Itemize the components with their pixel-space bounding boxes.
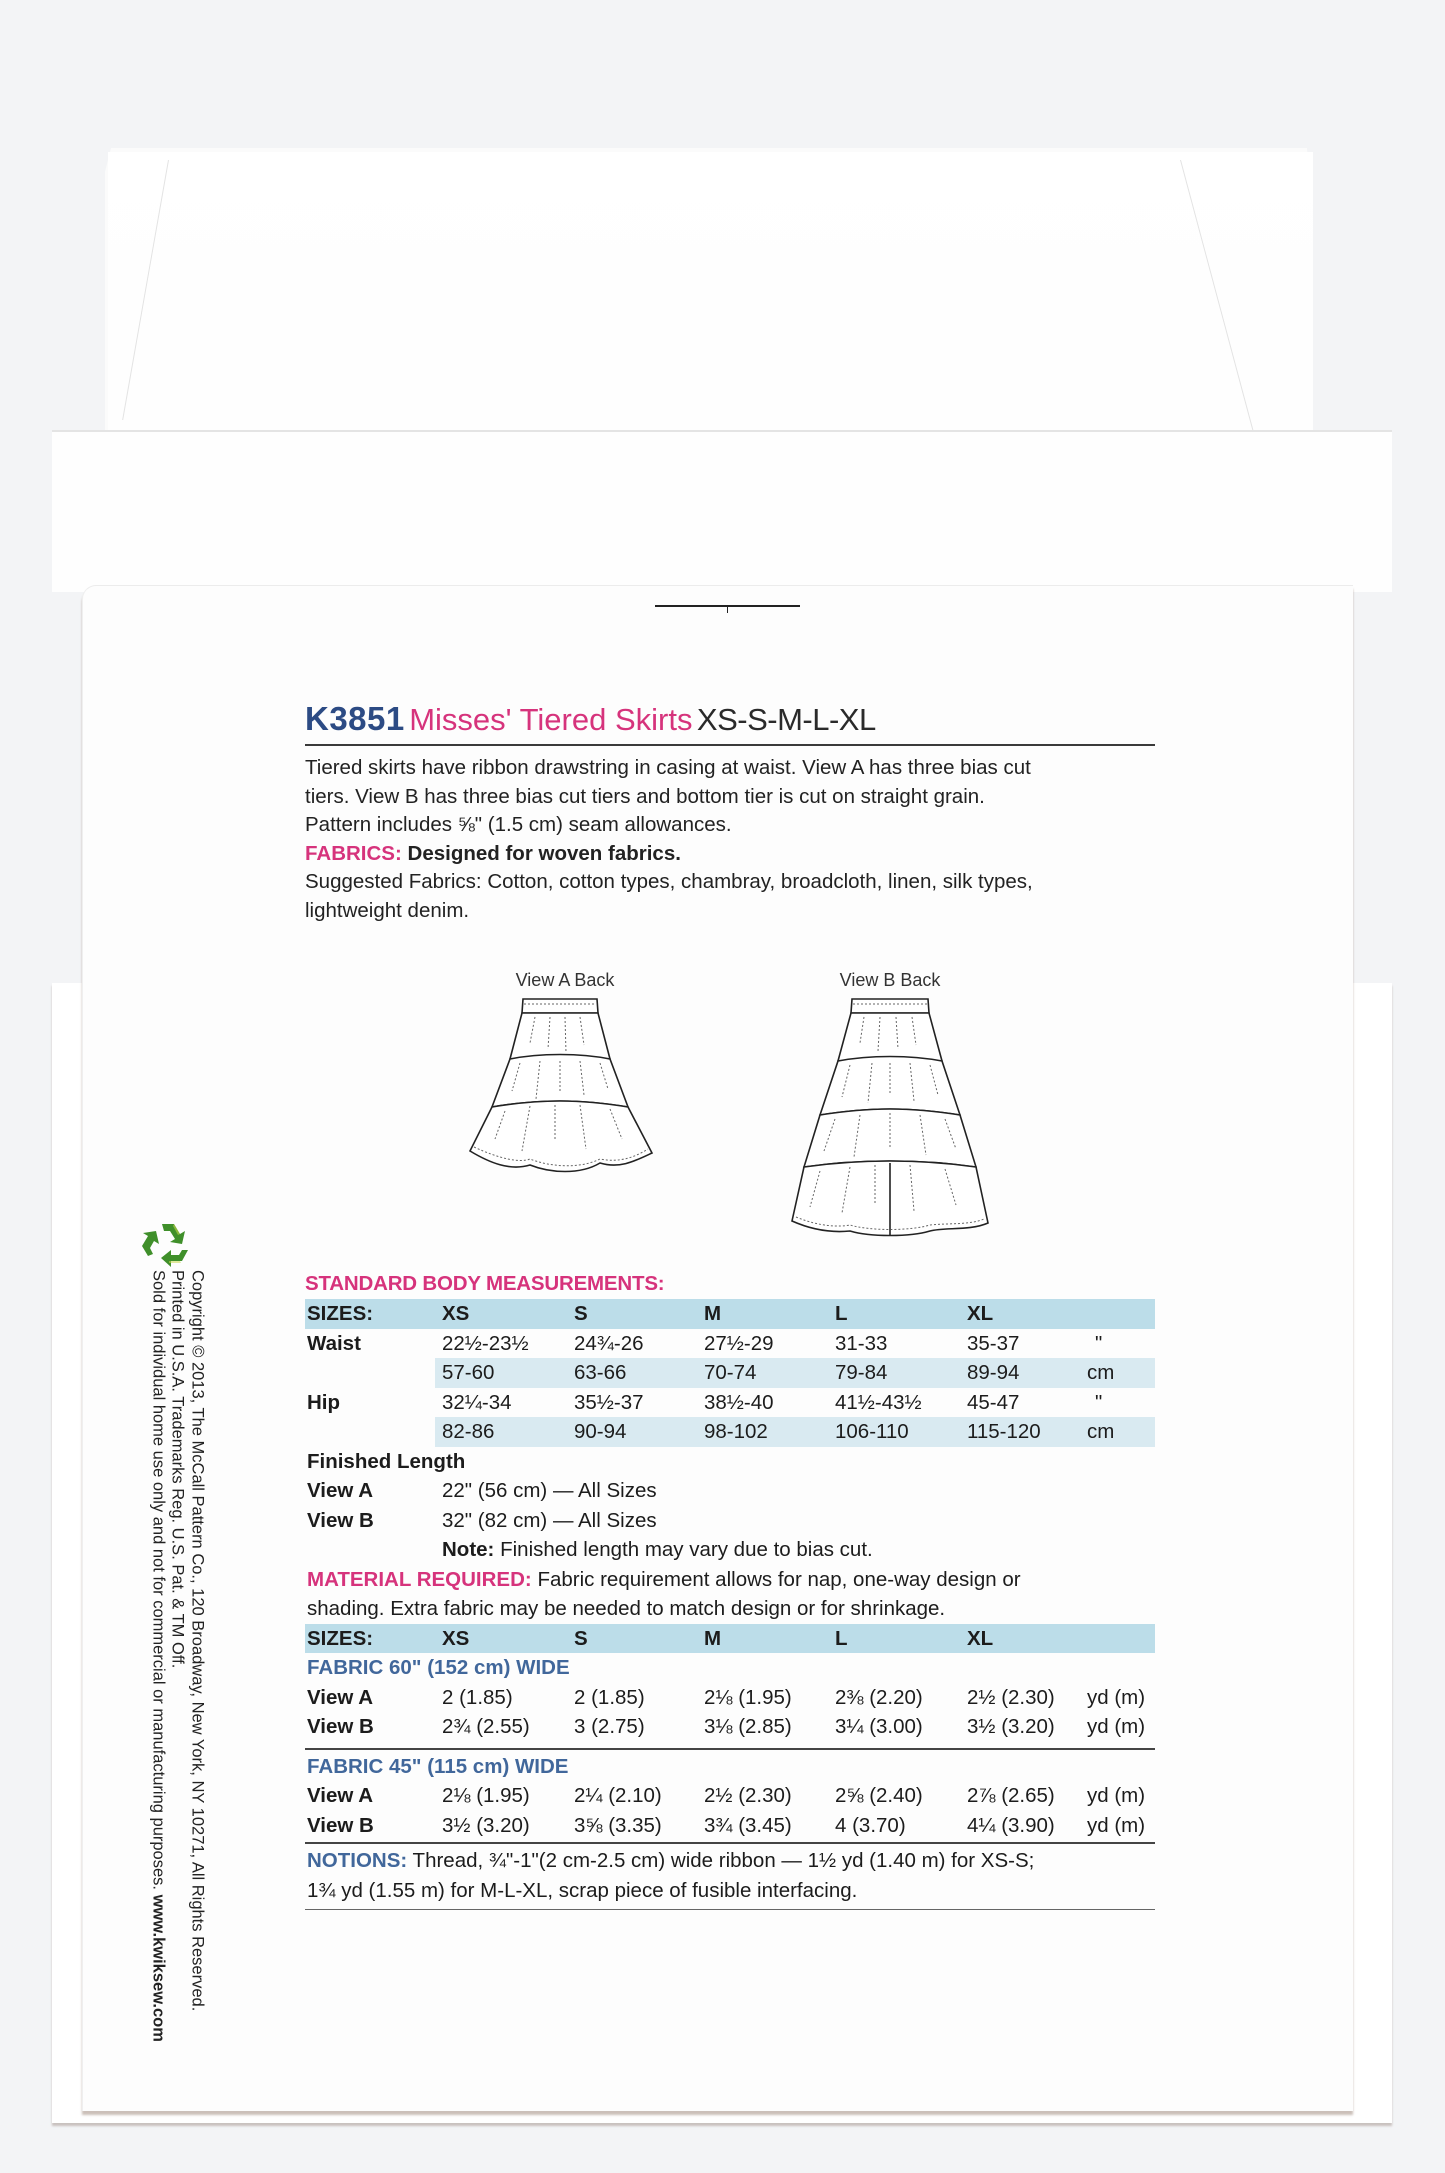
- view-a-illustration: [460, 970, 670, 1186]
- page-title: [305, 700, 1155, 742]
- finished-length-note: Note: Finished length may vary due to bias cut.: [442, 1538, 873, 1561]
- printed-line: Printed in U.S.A. Trademarks Reg. U.S. Pat. & TM Off.: [169, 1270, 187, 1669]
- view-b-illustration: [780, 970, 1000, 1246]
- legal-text-vertical: [148, 1270, 207, 2150]
- pattern-title: Misses' Tiered Skirts: [409, 702, 693, 737]
- table-row: Waist 22½-23½ 24¾-26 27½-29 31-33 35-37 ": [307, 1331, 1103, 1355]
- skirt-view-a-icon: [460, 991, 670, 1181]
- notions-line1: NOTIONS: Thread, ¾"-1"(2 cm-2.5 cm) wide ribbon — 1½ yd (1.40 m) for XS-S;: [307, 1849, 1035, 1872]
- table-row: View A 2 (1.85) 2 (1.85) 2⅛ (1.95) 2⅜ (2.20) 2½ (2.30) yd (m): [307, 1685, 1146, 1709]
- notions-divider: [305, 1842, 1155, 1844]
- finished-length-title: Finished Length: [307, 1449, 466, 1473]
- table-row: View B 3½ (3.20) 3⅝ (3.35) 3¾ (3.45) 4 (3.70) 4¼ (3.90) yd (m): [307, 1813, 1146, 1837]
- sold-line: Sold for individual home use only and not for commercial or manufacturing purposes. www.kwiksew.com: [149, 1270, 168, 2042]
- copyright-line: Copyright © 2013, The McCall Pattern Co., 120 Broadway, New York, NY 10271, All Rights Reserved.: [188, 1270, 207, 2012]
- table-row: 82-86 90-94 98-102 106-110 115-120 cm: [435, 1417, 1155, 1447]
- table-row: Hip 32¼-34 35½-37 38½-40 41½-43½ 45-47 ": [307, 1390, 1103, 1414]
- table-row: View B 2¾ (2.55) 3 (2.75) 3⅛ (2.85) 3¼ (3.00) 3½ (3.20) yd (m): [307, 1715, 1146, 1738]
- fabric-divider: [305, 1748, 1155, 1750]
- skirt-view-b-icon: [780, 991, 1000, 1241]
- material-sizes-header: SIZES: XS S M L XL: [305, 1624, 1155, 1654]
- pattern-sizes: XS-S-M-L-XL: [696, 702, 876, 737]
- view-b-label: View B Back: [839, 970, 941, 990]
- table-row: 57-60 63-66 70-74 79-84 89-94 cm: [435, 1358, 1155, 1388]
- measurements-section: [305, 1272, 1155, 1912]
- pattern-code: K3851: [305, 700, 405, 737]
- bottom-divider: [305, 1909, 1155, 1910]
- fabric-60-title: FABRIC 60" (152 cm) WIDE: [307, 1656, 570, 1679]
- sizes-header: SIZES: XS S M L XL: [305, 1299, 1155, 1329]
- description: Tiered skirts have ribbon drawstring in casing at waist. View A has three bias cut tiers. View B has three bias cut tiers and bottom tier is cut on straight grain. Pattern includes ⅝" (1.5 cm) seam allowances. FABRICS: Designed for woven fabrics. Suggested Fabrics: Cotton, cotton types, chambray, broadcloth, linen, silk types, lightweight denim.: [305, 754, 1155, 925]
- pattern-info: [305, 700, 1155, 925]
- table-row: View A 2⅛ (1.95) 2¼ (2.10) 2½ (2.30) 2⅝ (2.40) 2⅞ (2.65) yd (m): [307, 1784, 1146, 1807]
- recycle-icon: [140, 1220, 192, 1272]
- website-link[interactable]: www.kwiksew.com: [149, 1894, 168, 2042]
- center-tick-mark: [655, 605, 800, 607]
- fabrics-line: FABRICS: Designed for woven fabrics.: [305, 841, 681, 865]
- notions-line2: 1¾ yd (1.55 m) for M-L-XL, scrap piece of fusible interfacing.: [307, 1878, 858, 1902]
- fabric-45-title: FABRIC 45" (115 cm) WIDE: [307, 1754, 569, 1778]
- view-a-label: View A Back: [515, 970, 615, 990]
- measurements-title: STANDARD BODY MEASUREMENTS:: [305, 1272, 665, 1295]
- finished-length-view-b: View B 32" (82 cm) — All Sizes: [307, 1508, 657, 1532]
- title-divider: [305, 744, 1155, 746]
- finished-length-view-a: View A 22" (56 cm) — All Sizes: [307, 1479, 657, 1502]
- envelope-outer-flap: [52, 430, 1392, 592]
- material-required-line2: shading. Extra fabric may be needed to match design or for shrinkage.: [307, 1597, 946, 1620]
- material-required-line1: MATERIAL REQUIRED: Fabric requirement allows for nap, one-way design or: [307, 1567, 1021, 1591]
